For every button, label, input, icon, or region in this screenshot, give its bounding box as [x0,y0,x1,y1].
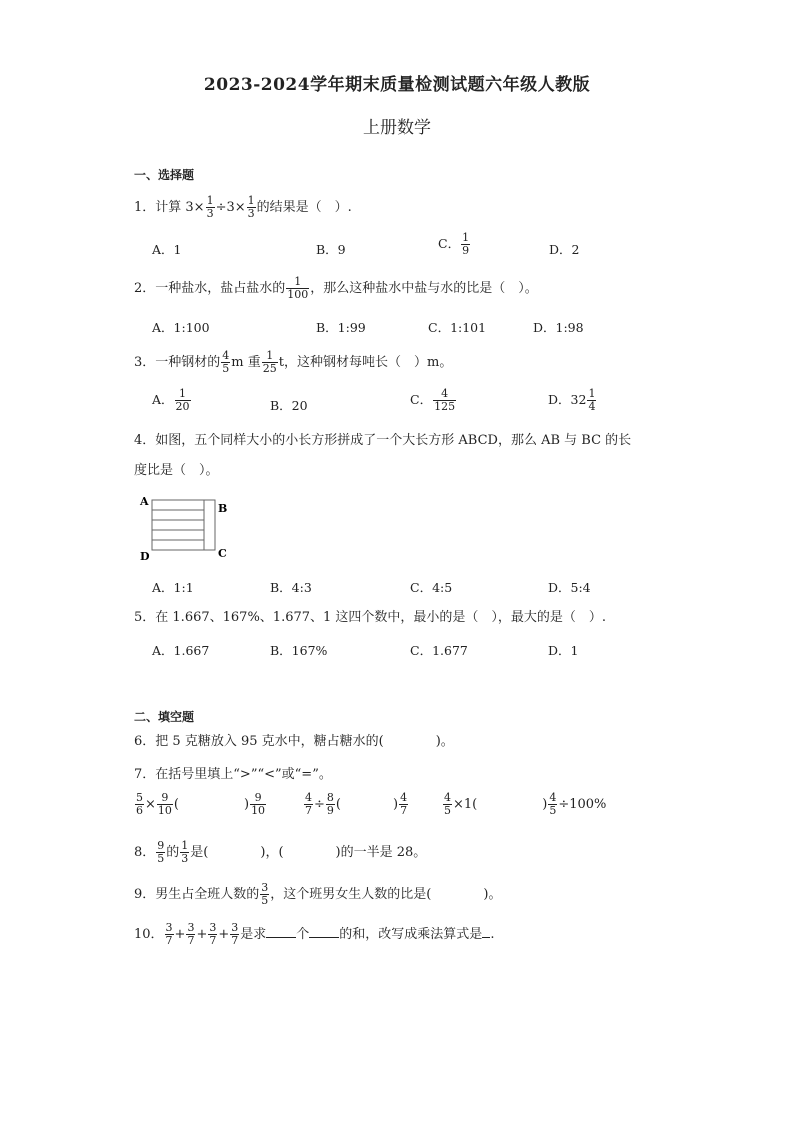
q2-option-d: D．1:98 [533,320,584,335]
question-4-line-2: 度比是（ ）。 [134,463,219,478]
fraction: $\frac{3}{7}$ [231,921,239,947]
fraction: $\frac{1}{3}$ [247,194,255,220]
question-3: 3．一种钢材的 $\frac{4}{5}$ m 重 $\frac{1}{25}$ t，这种钢材每吨长（ ）m。 [134,349,453,375]
q1-option-d: D．2 [549,242,580,257]
q4-option-a: A．1:1 [152,580,194,595]
fraction: $\frac{1}{3}$ [181,839,189,865]
question-5: 5．在 1.667、167%、1.677、1 这四个数中，最小的是（ ），最大的是（ ）. [134,610,607,625]
q1-option-c: C． $\frac{1}{9}$ [438,231,470,257]
fraction: $\frac{1}{25}$ [262,349,277,375]
question-4: 4．如图，五个同样大小的小长方形拼成了一个大长方形 ABCD，那么 AB 与 BC 的长 [134,433,632,448]
fraction: $\frac{1}{3}$ [206,194,214,220]
fraction: $\frac{1}{4}$ [588,387,596,413]
rectangle-figure [130,490,250,565]
question-7: 7．在括号里填上“>”“<”或“=”。 [134,767,332,782]
fraction: $\frac{4}{7}$ [305,791,312,817]
fraction: $\frac{3}{7}$ [165,921,173,947]
fraction: $\frac{4}{5}$ [444,791,451,817]
fraction: $\frac{5}{6}$ [136,791,143,817]
fraction: $\frac{9}{5}$ [157,839,165,865]
fraction: $\frac{3}{7}$ [187,921,195,947]
q3-option-b: B．20 [270,398,308,413]
q5-option-d: D．1 [548,643,579,658]
fraction: $\frac{8}{9}$ [326,791,334,817]
question-2: 2．一种盐水，盐占盐水的 $\frac{1}{100}$ ，那么这种盐水中盐与水的比是（ ）。 [134,275,538,301]
question-8: 8． $\frac{9}{5}$ 的 $\frac{1}{3}$ 是( )，( )的一半是 28。 [134,839,427,865]
fraction: $\frac{1}{20}$ [175,387,190,413]
page-title: 2023-2024学年期末质量检测试题六年级人教版 [203,75,591,95]
section-heading-choice: 一、选择题 [134,168,195,182]
fraction: $\frac{3}{5}$ [261,881,269,907]
q5-option-b: B．167% [270,643,328,658]
answer-blank[interactable] [266,926,296,938]
q3-option-c: C． $\frac{4}{125}$ [410,387,456,413]
q5-option-a: A．1.667 [152,643,210,658]
q4-option-b: B．4:3 [270,580,312,595]
q2-option-b: B．1:99 [316,320,366,335]
question-9: 9．男生占全班人数的 $\frac{3}{5}$ ，这个班男女生人数的比是( )。 [134,881,502,907]
label-b: B [218,502,228,515]
fraction: $\frac{3}{7}$ [209,921,217,947]
question-6: 6．把 5 克糖放入 95 克水中，糖占糖水的( )。 [134,734,454,749]
q5-option-c: C．1.677 [410,643,468,658]
q1-option-b: B．9 [316,242,346,257]
fraction: $\frac{4}{5}$ [549,791,557,817]
answer-blank[interactable] [309,926,339,938]
q4-option-d: D．5:4 [548,580,591,595]
q2-option-a: A．1:100 [152,320,210,335]
fraction: $\frac{4}{7}$ [400,791,408,817]
page-subtitle: 上册数学 [363,118,431,138]
q1-option-a: A．1 [152,242,182,257]
q2-option-c: C．1:101 [428,320,487,335]
q4-option-c: C．4:5 [410,580,453,595]
label-d: D [140,550,150,563]
fraction: $\frac{9}{10}$ [251,791,266,817]
q7-expression-1: $\frac{5}{6}$ × $\frac{9}{10}$ ( ) $\frac{9}{10}$ [136,791,266,817]
fraction: $\frac{4}{125}$ [434,387,456,413]
fraction: $\frac{4}{5}$ [222,349,230,375]
q7-expression-3: $\frac{4}{5}$ ×1( ) $\frac{4}{5}$ ÷100% [444,791,607,817]
label-a: A [140,495,149,508]
q7-expression-2: $\frac{4}{7}$ ÷ $\frac{8}{9}$ ( ) $\frac{4}{7}$ [305,791,408,817]
label-c: C [218,547,227,560]
fraction: $\frac{9}{10}$ [157,791,172,817]
rect-abcd [152,500,215,550]
fraction: $\frac{1}{100}$ [287,275,309,301]
fraction: $\frac{1}{9}$ [462,231,470,257]
question-10: 10． $\frac{3}{7}$ + $\frac{3}{7}$ + $\frac{3}{7}$ + $\frac{3}{7}$ 是求 个 的和，改写成乘法算式是 . [134,921,495,947]
q3-option-d: D．32 $\frac{1}{4}$ [548,387,596,413]
question-1: 1．计算 3× $\frac{1}{3}$ ÷3× $\frac{1}{3}$ 的结果是（ ）. [134,194,352,220]
q3-option-a: A． $\frac{1}{20}$ [152,387,190,413]
section-heading-fill: 二、填空题 [134,710,195,724]
